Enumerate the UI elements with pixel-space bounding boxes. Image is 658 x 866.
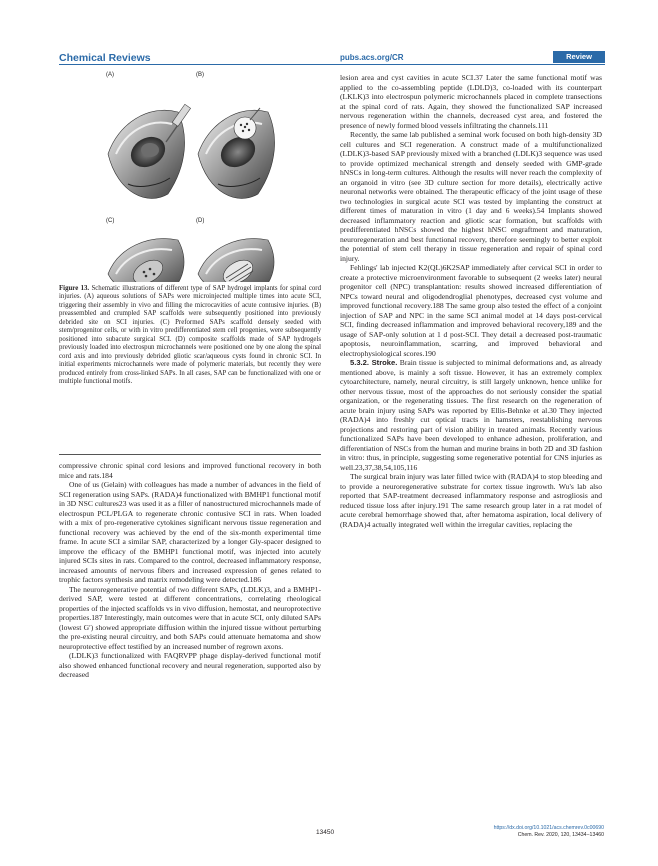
panel-c-spinal-cord	[108, 239, 184, 282]
left-paragraph-1: compressive chronic spinal cord lesions and improved functional recovery in both mice and rats.184	[59, 461, 321, 480]
doi-link[interactable]: https://dx.doi.org/10.1021/acs.chemrev.0c00690	[493, 825, 604, 831]
right-paragraph-5: The surgical brain injury was later filled twice with (RADA)4 to stop bleeding and to provide a neuroregenerative substrate for cortex tissue ingrowth. Wu's lab also reported that SAP-treatment decreased inflammatory response and astrogliosis and reduced tissue loss after injury.191 The same research group later in a rat model of acute cerebral hemorrhage showed that, after hematoma aspiration, local delivery of (RADA)4 actually integrated well within the irregular cavities, replacing the	[340, 472, 602, 529]
stroke-text: Brain tissue is subjected to minimal deformations and, as already mentioned above, is mainly a soft tissue. However, it has an extremely complex cytoarchitecture, namely, neural circuitry, is still largely unknown, hence unlike for other nervous tissue, most of the approaches do not seriously consider the spatial organization, or the regenerating tissues. The first research on the regeneration of acute brain injury using SAPs was reported by Ellis-Behnke et al.30 They injected (RADA)4 into freshly cut optical tracts in hamsters, reestablishing nervous projections and restoring part of vision ability in treated animals. Recently various functionalized SAPs have been developed to enhance adhesion, proliferation, and differentiation of NSCs from the human and murine brains in both 2D and 3D fashion in vitro: thus, in principle, suggesting some regenerative potential for CNS injuries as well.23,37,38,54,105,116	[340, 358, 602, 472]
right-paragraph-2: Recently, the same lab published a seminal work focused on both high-density 3D cell cultures and SCI regeneration. A construct made of a multifunctionalized (LDLK)3-based SAP previously mixed with a branched (LDLK)3 sequence was used to provide optimized mechanical strength and densely seeded with GMP-grade hNSCs in long-term cultures. Although the results will never reach the complexity of an organoid in vitro (see 3D culture section for more details), electrically active neuronal networks were obtained. The therapeutic efficacy of the joint usage of these two technologies in surgical acute SCI was tested by implanting the construct at different times of maturation in vitro (1 day and 6 weeks).54 Implants showed decreased inflammatory reaction and gliotic scar formation, but scaffolds with predifferentiated hNSCs showed the highest hNSC engraftment and maturation, neuroregeneration and best functional recovery, therefore seemingly to better exploit the potential of stem cell therapy in tissue regeneration and repair of spinal cord injury.	[340, 130, 602, 263]
panel-label-c: (C)	[106, 218, 115, 224]
left-paragraph-3: The neuroregenerative potential of two different SAPs, (LDLK)3, and a BMHP1-derived SAP, were tested at different concentrations, correlating rheological properties of the injected scaffolds vs in vivo diffusion, hemostat, and neuroprotective properties.187 Interestingly, main outcomes were that in acute SCI, only diluted SAPs (lowest G′) showed appropriate diffusion within the injured tissue without perturbing the pre-existing neural circuitry, and both SAPs could attenuate hematoma and show neuroprotective effect testified by an increased number of regrown axons.	[59, 584, 321, 651]
journal-url[interactable]: pubs.acs.org/CR	[340, 53, 404, 62]
header-rule	[59, 64, 605, 65]
panel-label-d: (D)	[196, 218, 205, 224]
citation: Chem. Rev. 2020, 120, 13434−13460	[517, 832, 604, 838]
caption-text: Schematic illustrations of different type of SAP hydrogel implants for spinal cord injuries. (A) aqueous solutions of SAPs were microinjected multiple times into acute SCI, triggering their assembly in vivo and filling the microcavities of acute contusive injuries. (B) preassembled and crumpled SAP scaffolds were subsequently positioned into previously debrided site on SCI injuries. (C) Preformed SAPs scaffold densely seeded with stem/progenitor cells, or with in vitro predifferentiated stem cell progenies, were subsequently positioned into subacute surgical SCI. (D) composite scaffolds made of SAP hydrogels previously loaded into electrospun microchannels were positioned one by one along the spinal cord axis and into previously debrided gliotic scar/aqueous cysts found in chronic SCI. In initial experiments microchannels were made of polymeric materials, but recently they were produced entirely from cross-linked SAPs. In all cases, SAP can be functionalized with one or multiple functional motifs.	[59, 285, 321, 385]
figure-13	[100, 72, 290, 282]
panel-label-a: (A)	[106, 72, 114, 78]
journal-title: Chemical Reviews	[59, 52, 151, 64]
panel-b-spinal-cord	[198, 108, 275, 198]
footer-doi	[494, 825, 604, 839]
section-heading-stroke: 5.3.2. Stroke.	[350, 358, 398, 367]
panel-a-spinal-cord	[108, 104, 191, 198]
figure-illustration	[100, 72, 290, 282]
left-paragraph-4: (LDLK)3 functionalized with FAQRVPP phage display-derived functional motif also showed enhanced functional recovery and neural regeneration, supported also by decreased	[59, 651, 321, 679]
right-paragraph-1: lesion area and cyst cavities in acute SCI.37 Later the same functional motif was applied to the co-assembling peptide (LDLD)3, co-loaded with its counterpart (LKLK)3 into electrospun polymeric microchannels placed in complete transections at the spinal cord of rats. Again, they showed the functionalized SAP increased nervous regeneration within the channels, decreased cyst area, and fostered the presence of newly formed blood vessels infiltrating the channels.111	[340, 73, 602, 130]
right-column	[340, 73, 602, 529]
figure-caption	[59, 285, 321, 386]
panel-label-b: (B)	[196, 72, 204, 78]
right-paragraph-3: Fehlings' lab injected K2(QL)6K2SAP immediately after cervical SCI in order to create a protective microenvironment favorable to subsequent (2 weeks later) neural progenitor cell (NPC) transplantation: results showed increased differentiation of NPCs toward neural and oligodendroglial phenotypes, decreased cyst volume and improved functional recovery.188 The same group also tested the effect of a conjoint injection of SAP and NPC in the same SCI animal model at 14 days post-cervical SCI, finding decreased inflammation and improved behavioral recovery,189 and the usage of SAP-only solution at 1 d post-SCI. They detail a decreased post-traumatic apoptosis, neuroinflammation, scarring, and improved behavioral and electrophysiological scores.190	[340, 263, 602, 358]
caption-rule	[59, 454, 321, 455]
caption-lead: Figure 13.	[59, 285, 90, 292]
article-type-badge: Review	[553, 51, 605, 63]
left-column	[59, 461, 321, 680]
panel-d-spinal-cord	[198, 239, 274, 282]
left-paragraph-2: One of us (Gelain) with colleagues has made a number of advances in the field of SCI regeneration using SAPs. (RADA)4 functionalized with BMHP1 functional motif in 3D NSC cultures23 was used it as a filler of nanostructured microchannels made of electrospun PCL/PLGA to regenerate chronic contusive SCI in rats. When loaded with a mix of pro-regenerative cytokines significant nervous tissue regeneration and functional recovery was achieved by the end of the six-month experimental time frame. In acute SCI a similar SAP, characterized by a longer Gly-spacer designed to improve the efficacy of the BMHP1 functional motif, was injected into acutely injured SCIs sites in rats. Compared to the control, decreased inflammatory response, increased amounts of nervous fibers and increased expression of genes related to trophic factors synthesis and matrix remodeling were detected.186	[59, 480, 321, 584]
page-number: 13450	[316, 829, 335, 836]
right-paragraph-4	[340, 358, 602, 472]
